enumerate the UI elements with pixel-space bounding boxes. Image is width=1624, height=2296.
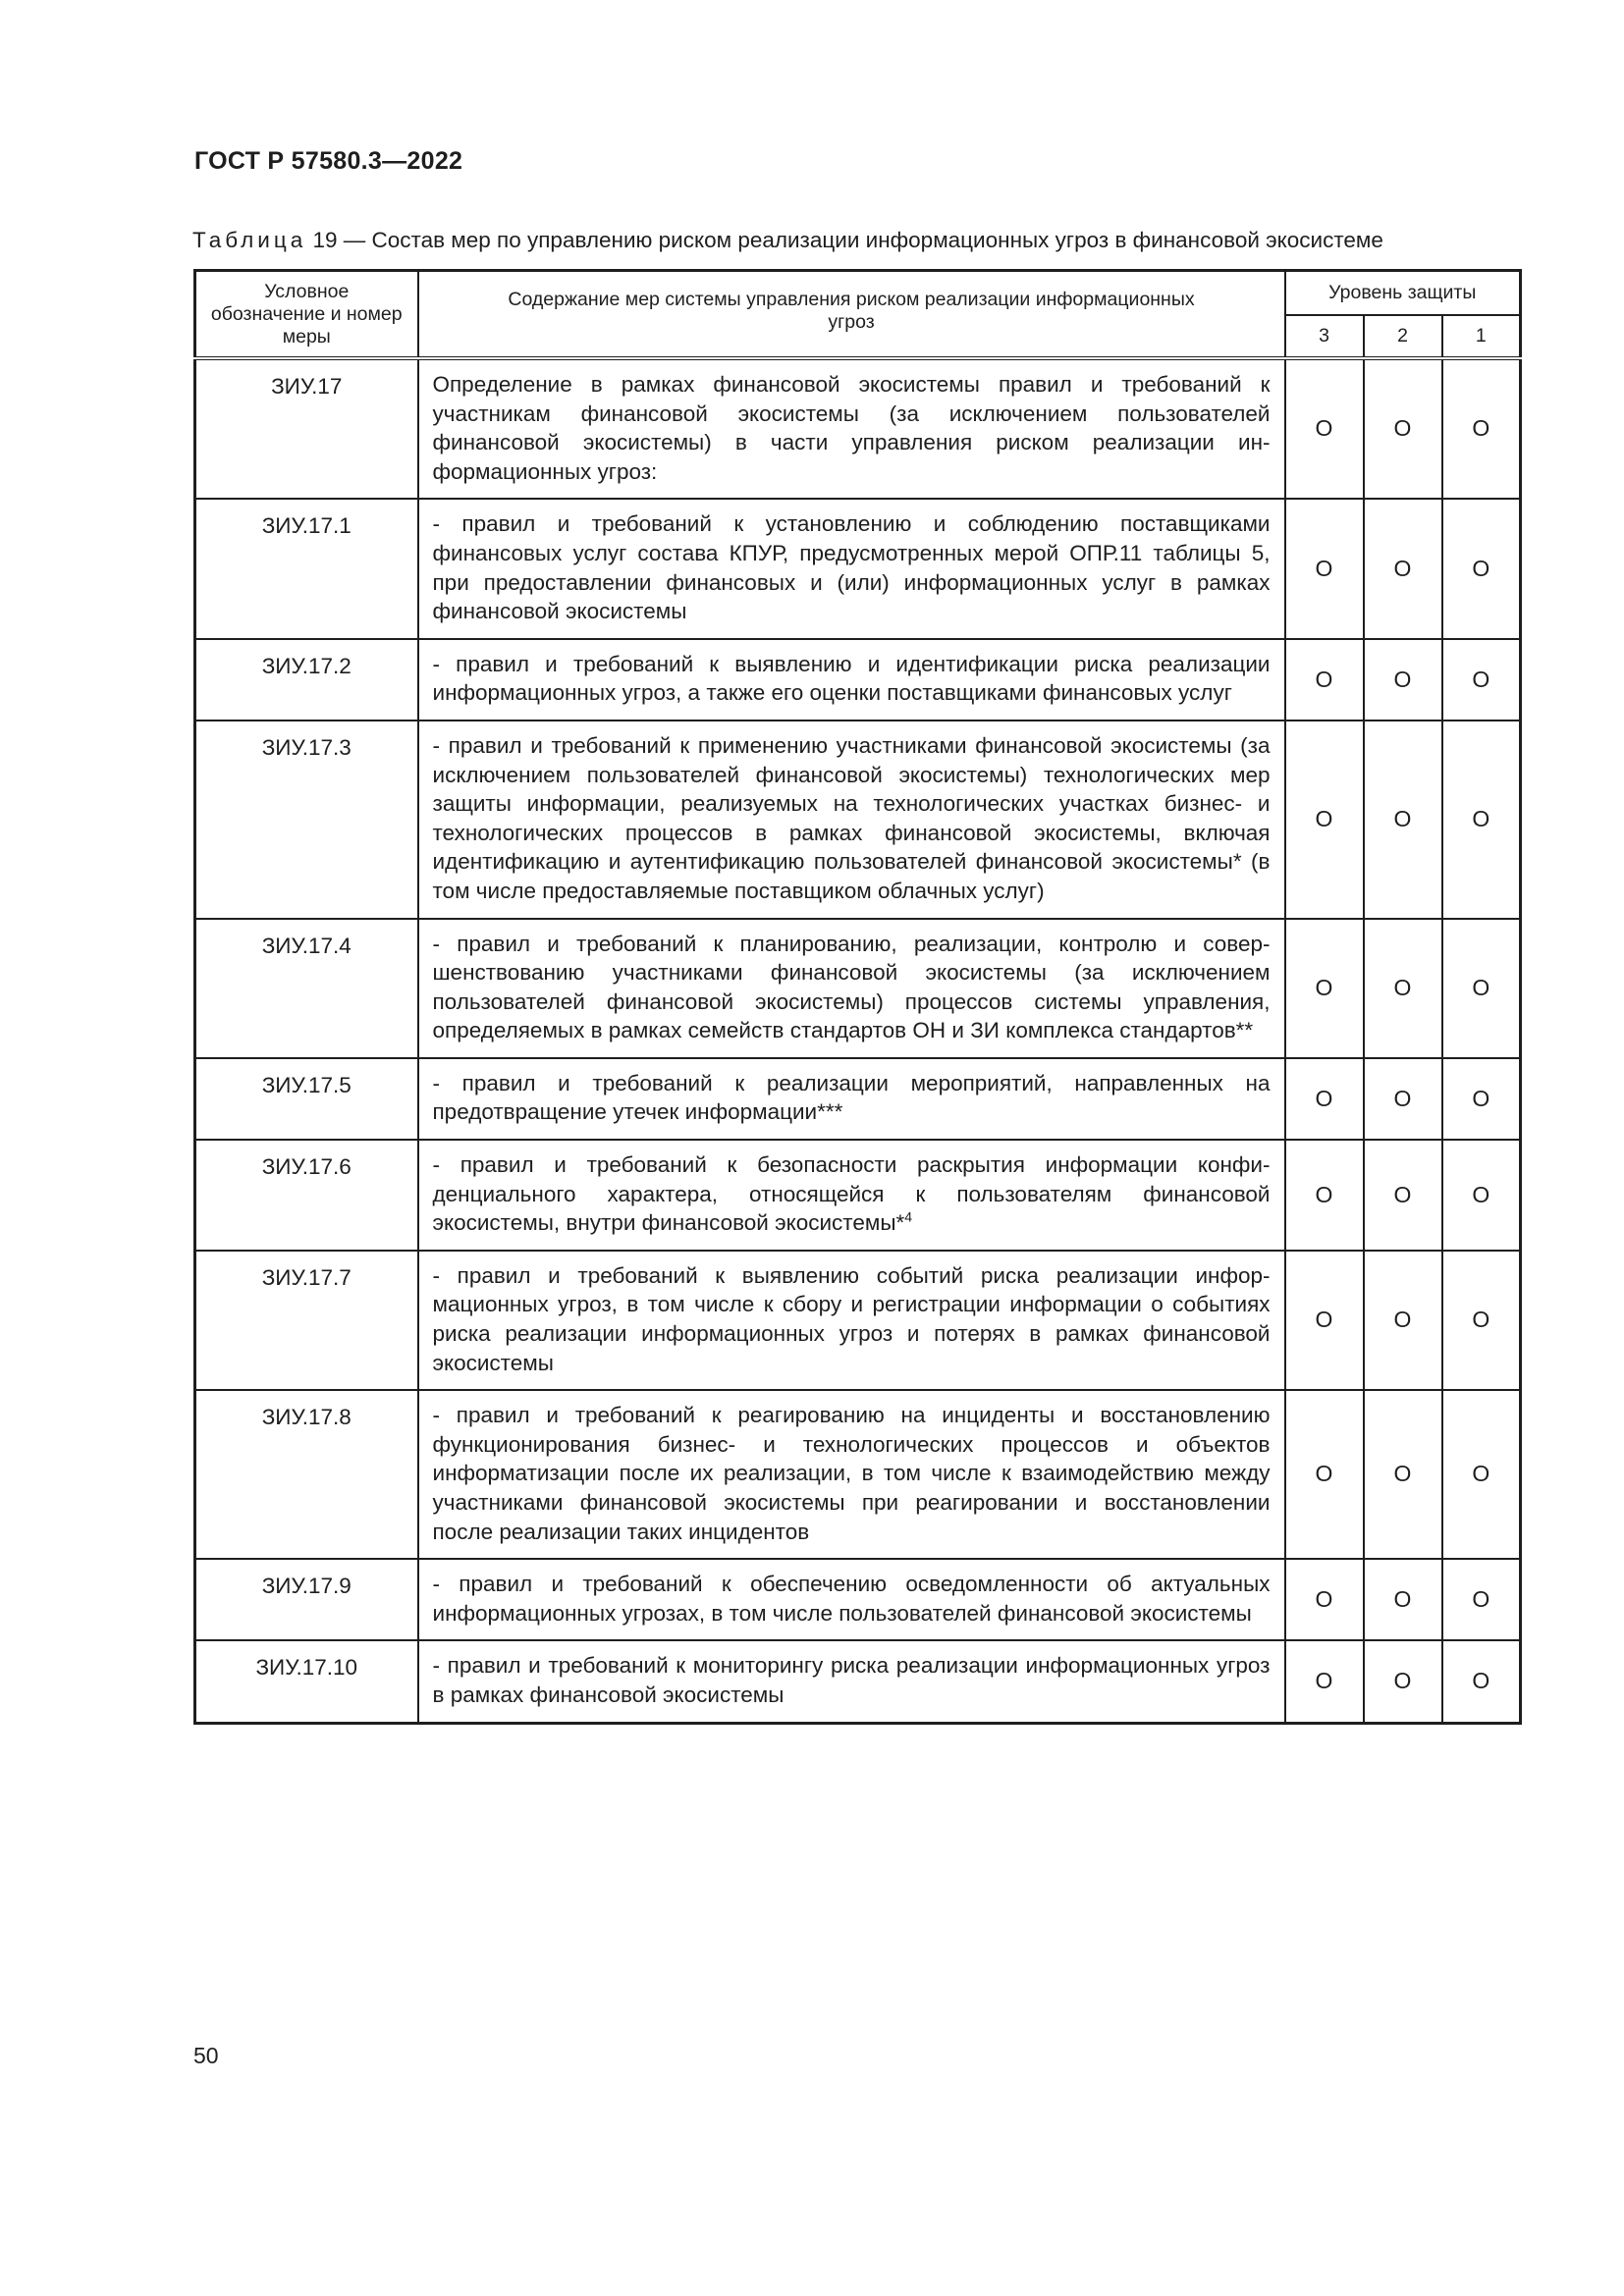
table-row (195, 1140, 1521, 1251)
table-row (195, 721, 1521, 919)
level-2-mark: О (1364, 1140, 1442, 1251)
level-1-mark: О (1442, 1251, 1521, 1390)
table-row (195, 1251, 1521, 1390)
measure-text: Определение в рамках финансовой экосистемы правил и требований к участникам финансовой экосистемы (за исключением пользователей финансовой экосистемы) в части управления риском реализации информационных угроз: (432, 372, 1271, 484)
table-row (195, 1058, 1521, 1140)
level-1-mark: О (1442, 499, 1521, 638)
document-header: ГОСТ Р 57580.3—2022 (194, 147, 463, 175)
measure-text: - правил и требований к планированию, реализации, контролю и совершенствованию участниками финансовой экосистемы (за исключением пользователей финансовой экосистемы) процессов системы управления, определяемых в рамках семейств стандартов ОН и ЗИ комплекса стандартов** (432, 931, 1271, 1043)
measure-text: - правил и требований к установлению и соблюдению поставщиками финансовых услуг состава КПУР, предусмотренных мерой ОПР.11 таблицы 5, при предоставлении финансовых и (или) информационных услуг в рамках финансовой экосистемы (432, 511, 1271, 624)
level-2-mark: О (1364, 358, 1442, 499)
table-caption (192, 228, 1383, 253)
header-level-1: 1 (1442, 315, 1521, 358)
measure-content (418, 499, 1285, 638)
table-row (195, 1559, 1521, 1640)
measure-code: ЗИУ.17 (195, 358, 418, 499)
measure-content (418, 1140, 1285, 1251)
measure-text: - правил и требований к реагированию на инциденты и восстановлению функционирования бизнес- и технологических процессов и объектов информатизации после их реализации, в том числе к взаимодействию между участниками финансовой экосистемы при реагировании и восстановлении после реализации таких инцидентов (432, 1403, 1271, 1544)
level-2-mark: О (1364, 1640, 1442, 1723)
level-1-mark: О (1442, 1559, 1521, 1640)
measure-content (418, 1058, 1285, 1140)
footnote-marker: 4 (904, 1208, 913, 1225)
measure-content (418, 1559, 1285, 1640)
measure-text: - правил и требований к мониторингу риска реализации информационных угроз в рамках финансовой экосистемы (432, 1653, 1271, 1707)
level-3-mark: О (1285, 358, 1364, 499)
measure-code: ЗИУ.17.9 (195, 1559, 418, 1640)
level-3-mark: О (1285, 1058, 1364, 1140)
header-content: Содержание мер системы управления риском реализации информационных угроз (418, 271, 1285, 359)
level-2-mark: О (1364, 1251, 1442, 1390)
measure-content (418, 919, 1285, 1058)
level-2-mark: О (1364, 1390, 1442, 1559)
measure-text: - правил и требований к выявлению и идентификации риска реализации информационных угроз, а также его оценки поставщиками финансовых услуг (432, 651, 1271, 706)
level-3-mark: О (1285, 721, 1364, 919)
table-row (195, 358, 1521, 499)
level-2-mark: О (1364, 919, 1442, 1058)
table-caption-prefix: Таблица (192, 228, 307, 252)
level-2-mark: О (1364, 639, 1442, 721)
measure-code: ЗИУ.17.5 (195, 1058, 418, 1140)
level-3-mark: О (1285, 1140, 1364, 1251)
measure-content (418, 1640, 1285, 1723)
table-row (195, 639, 1521, 721)
header-level-2: 2 (1364, 315, 1442, 358)
measure-code: ЗИУ.17.2 (195, 639, 418, 721)
level-3-mark: О (1285, 919, 1364, 1058)
page-number: 50 (193, 2043, 219, 2068)
level-3-mark: О (1285, 1251, 1364, 1390)
measure-content (418, 1251, 1285, 1390)
level-1-mark: О (1442, 358, 1521, 499)
table-caption-text: 19 — Состав мер по управлению риском реализации информационных угроз в финансовой экосистеме (306, 228, 1383, 252)
measure-content (418, 721, 1285, 919)
level-1-mark: О (1442, 1640, 1521, 1723)
level-1-mark: О (1442, 1140, 1521, 1251)
header-level-3: 3 (1285, 315, 1364, 358)
measure-code: ЗИУ.17.4 (195, 919, 418, 1058)
measure-code: ЗИУ.17.8 (195, 1390, 418, 1559)
measure-content (418, 358, 1285, 499)
measure-code: ЗИУ.17.7 (195, 1251, 418, 1390)
table-row (195, 1390, 1521, 1559)
level-3-mark: О (1285, 499, 1364, 638)
level-3-mark: О (1285, 1390, 1364, 1559)
measure-text: - правил и требований к безопасности раскрытия информации конфиденциального характера, относящейся к пользователям финансовой экосистемы, внутри финансовой экосистемы* (432, 1152, 1271, 1236)
table-row (195, 1640, 1521, 1723)
measure-text: - правил и требований к применению участниками финансовой экосистемы (за исключением пользователей финансовой экосистемы) технологических мер защиты информации, реализуемых на технологических участках бизнес- и технологических процессов в рамках финансовой экосистемы, включая идентификацию и аутентификацию пользователей финансовой экосистемы* (в том числе предоставляемые поставщиком облачных услуг) (432, 732, 1271, 903)
measures-table (193, 269, 1522, 1725)
measure-text: - правил и требований к реализации мероприятий, направленных на предотвращение утечек информации*** (432, 1070, 1271, 1125)
level-3-mark: О (1285, 1559, 1364, 1640)
measure-code: ЗИУ.17.10 (195, 1640, 418, 1723)
measure-text: - правил и требований к выявлению событий риска реализации информационных угроз, в том числе к сбору и регистрации информации о событиях риска реализации информационных угроз и потерях в рамках финансовой экосистемы (432, 1262, 1271, 1375)
measure-text: - правил и требований к обеспечению осведомленности об актуальных информационных угрозах, в том числе пользователей финансовой экосистемы (432, 1572, 1271, 1626)
measure-code: ЗИУ.17.3 (195, 721, 418, 919)
measure-code: ЗИУ.17.1 (195, 499, 418, 638)
table-row (195, 499, 1521, 638)
table-row (195, 919, 1521, 1058)
level-1-mark: О (1442, 1058, 1521, 1140)
level-2-mark: О (1364, 721, 1442, 919)
table-header (195, 271, 1521, 359)
measure-content (418, 1390, 1285, 1559)
level-2-mark: О (1364, 1058, 1442, 1140)
measure-content (418, 639, 1285, 721)
level-1-mark: О (1442, 1390, 1521, 1559)
header-code: Условное обозначение и номер меры (195, 271, 418, 359)
table-body (195, 358, 1521, 1723)
measure-code: ЗИУ.17.6 (195, 1140, 418, 1251)
level-3-mark: О (1285, 639, 1364, 721)
level-2-mark: О (1364, 1559, 1442, 1640)
level-1-mark: О (1442, 639, 1521, 721)
level-2-mark: О (1364, 499, 1442, 638)
header-protection-level: Уровень защиты (1285, 271, 1521, 316)
level-1-mark: О (1442, 721, 1521, 919)
level-1-mark: О (1442, 919, 1521, 1058)
level-3-mark: О (1285, 1640, 1364, 1723)
